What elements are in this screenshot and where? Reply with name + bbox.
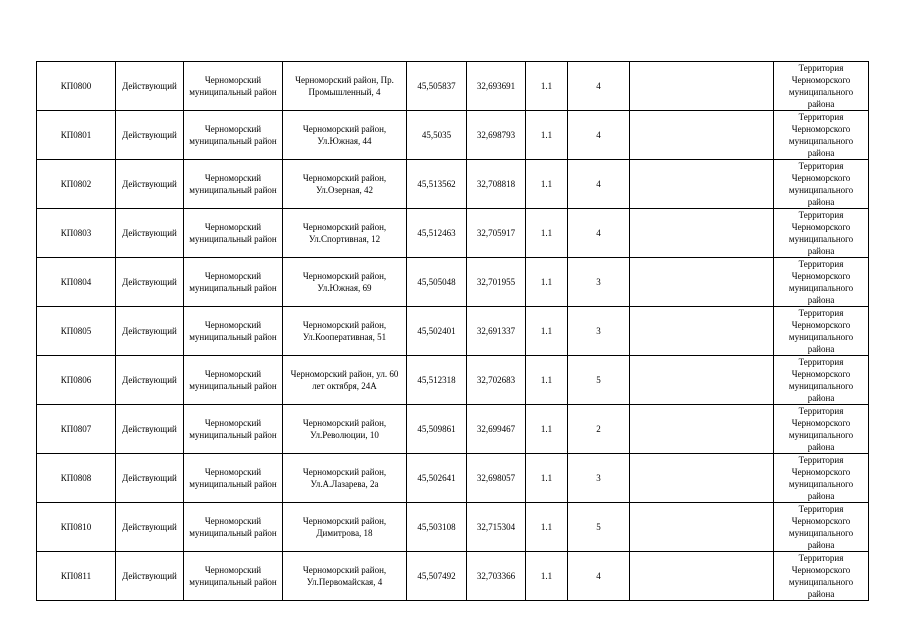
cell-status: Действующий [116, 552, 184, 601]
cell-address: Черноморский район, Ул.Южная, 69 [283, 258, 407, 307]
cell-latitude: 45,502401 [407, 307, 467, 356]
cell-territory: Территория Черноморского муниципального района [774, 258, 869, 307]
cell-count: 3 [568, 258, 630, 307]
cell-status: Действующий [116, 454, 184, 503]
cell-count: 4 [568, 209, 630, 258]
cell-notes [630, 552, 774, 601]
cell-count: 4 [568, 111, 630, 160]
cell-notes [630, 454, 774, 503]
cell-municipality: Черноморский муниципальный район [184, 160, 283, 209]
cell-territory: Территория Черноморского муниципального района [774, 552, 869, 601]
cell-latitude: 45,502641 [407, 454, 467, 503]
cell-latitude: 45,503108 [407, 503, 467, 552]
cell-notes [630, 405, 774, 454]
cell-latitude: 45,505837 [407, 62, 467, 111]
cell-count: 4 [568, 160, 630, 209]
cell-latitude: 45,512463 [407, 209, 467, 258]
cell-code: КП0805 [37, 307, 116, 356]
cell-territory: Территория Черноморского муниципального района [774, 356, 869, 405]
cell-code: КП0806 [37, 356, 116, 405]
cell-code: КП0810 [37, 503, 116, 552]
cell-code: КП0802 [37, 160, 116, 209]
cell-municipality: Черноморский муниципальный район [184, 454, 283, 503]
table-row [37, 405, 869, 454]
table-row [37, 307, 869, 356]
cell-municipality: Черноморский муниципальный район [184, 503, 283, 552]
cell-code: КП0804 [37, 258, 116, 307]
table-row [37, 209, 869, 258]
cell-notes [630, 62, 774, 111]
cell-latitude: 45,505048 [407, 258, 467, 307]
cell-notes [630, 307, 774, 356]
cell-territory: Территория Черноморского муниципального района [774, 307, 869, 356]
cell-status: Действующий [116, 258, 184, 307]
cell-address: Черноморский район, Ул.Озерная, 42 [283, 160, 407, 209]
cell-territory: Территория Черноморского муниципального района [774, 111, 869, 160]
cell-volume: 1.1 [526, 552, 568, 601]
cell-address: Черноморский район, Ул.Революции, 10 [283, 405, 407, 454]
cell-municipality: Черноморский муниципальный район [184, 209, 283, 258]
cell-volume: 1.1 [526, 258, 568, 307]
cell-territory: Территория Черноморского муниципального района [774, 62, 869, 111]
cell-latitude: 45,513562 [407, 160, 467, 209]
table-row [37, 454, 869, 503]
table-row [37, 258, 869, 307]
cell-municipality: Черноморский муниципальный район [184, 111, 283, 160]
cell-notes [630, 209, 774, 258]
cell-count: 3 [568, 307, 630, 356]
cell-notes [630, 111, 774, 160]
cell-municipality: Черноморский муниципальный район [184, 552, 283, 601]
cell-latitude: 45,5035 [407, 111, 467, 160]
cell-code: КП0803 [37, 209, 116, 258]
table-row [37, 111, 869, 160]
cell-volume: 1.1 [526, 209, 568, 258]
cell-code: КП0808 [37, 454, 116, 503]
cell-longitude: 32,708818 [467, 160, 526, 209]
cell-longitude: 32,715304 [467, 503, 526, 552]
cell-status: Действующий [116, 160, 184, 209]
cell-code: КП0811 [37, 552, 116, 601]
cell-address: Черноморский район, Ул.Кооперативная, 51 [283, 307, 407, 356]
table-row [37, 62, 869, 111]
cell-count: 3 [568, 454, 630, 503]
cell-municipality: Черноморский муниципальный район [184, 307, 283, 356]
cell-status: Действующий [116, 62, 184, 111]
cell-longitude: 32,702683 [467, 356, 526, 405]
cell-volume: 1.1 [526, 405, 568, 454]
cell-longitude: 32,698057 [467, 454, 526, 503]
cell-volume: 1.1 [526, 503, 568, 552]
cell-volume: 1.1 [526, 454, 568, 503]
cell-address: Черноморский район, Ул.Первомайская, 4 [283, 552, 407, 601]
cell-address: Черноморский район, ул. 60 лет октября, 24А [283, 356, 407, 405]
cell-code: КП0800 [37, 62, 116, 111]
cell-latitude: 45,512318 [407, 356, 467, 405]
cell-notes [630, 356, 774, 405]
cell-status: Действующий [116, 307, 184, 356]
cell-longitude: 32,693691 [467, 62, 526, 111]
table-body [37, 62, 869, 601]
cell-address: Черноморский район, Ул.Спортивная, 12 [283, 209, 407, 258]
cell-volume: 1.1 [526, 307, 568, 356]
cell-code: КП0807 [37, 405, 116, 454]
cell-latitude: 45,509861 [407, 405, 467, 454]
table-row [37, 503, 869, 552]
cell-territory: Территория Черноморского муниципального района [774, 503, 869, 552]
cell-municipality: Черноморский муниципальный район [184, 258, 283, 307]
cell-address: Черноморский район, Пр. Промышленный, 4 [283, 62, 407, 111]
cell-count: 5 [568, 503, 630, 552]
cell-volume: 1.1 [526, 111, 568, 160]
cell-latitude: 45,507492 [407, 552, 467, 601]
table-row [37, 552, 869, 601]
cell-municipality: Черноморский муниципальный район [184, 405, 283, 454]
cell-territory: Территория Черноморского муниципального района [774, 160, 869, 209]
cell-longitude: 32,703366 [467, 552, 526, 601]
cell-municipality: Черноморский муниципальный район [184, 356, 283, 405]
cell-status: Действующий [116, 503, 184, 552]
table-row [37, 356, 869, 405]
cell-volume: 1.1 [526, 160, 568, 209]
cell-count: 4 [568, 552, 630, 601]
cell-longitude: 32,698793 [467, 111, 526, 160]
table-row [37, 160, 869, 209]
cell-status: Действующий [116, 356, 184, 405]
cell-status: Действующий [116, 209, 184, 258]
cell-code: КП0801 [37, 111, 116, 160]
cell-territory: Территория Черноморского муниципального района [774, 209, 869, 258]
cell-notes [630, 503, 774, 552]
cell-address: Черноморский район, Ул.Южная, 44 [283, 111, 407, 160]
cell-longitude: 32,691337 [467, 307, 526, 356]
cell-volume: 1.1 [526, 356, 568, 405]
cell-notes [630, 160, 774, 209]
cell-municipality: Черноморский муниципальный район [184, 62, 283, 111]
cell-count: 2 [568, 405, 630, 454]
cell-status: Действующий [116, 111, 184, 160]
cell-territory: Территория Черноморского муниципального района [774, 454, 869, 503]
cell-volume: 1.1 [526, 62, 568, 111]
cell-longitude: 32,701955 [467, 258, 526, 307]
cell-address: Черноморский район, Ул.А.Лазарева, 2а [283, 454, 407, 503]
cell-status: Действующий [116, 405, 184, 454]
cell-count: 4 [568, 62, 630, 111]
collection-points-table [36, 61, 869, 601]
cell-address: Черноморский район, Димитрова, 18 [283, 503, 407, 552]
cell-longitude: 32,699467 [467, 405, 526, 454]
cell-count: 5 [568, 356, 630, 405]
cell-longitude: 32,705917 [467, 209, 526, 258]
cell-territory: Территория Черноморского муниципального района [774, 405, 869, 454]
cell-notes [630, 258, 774, 307]
